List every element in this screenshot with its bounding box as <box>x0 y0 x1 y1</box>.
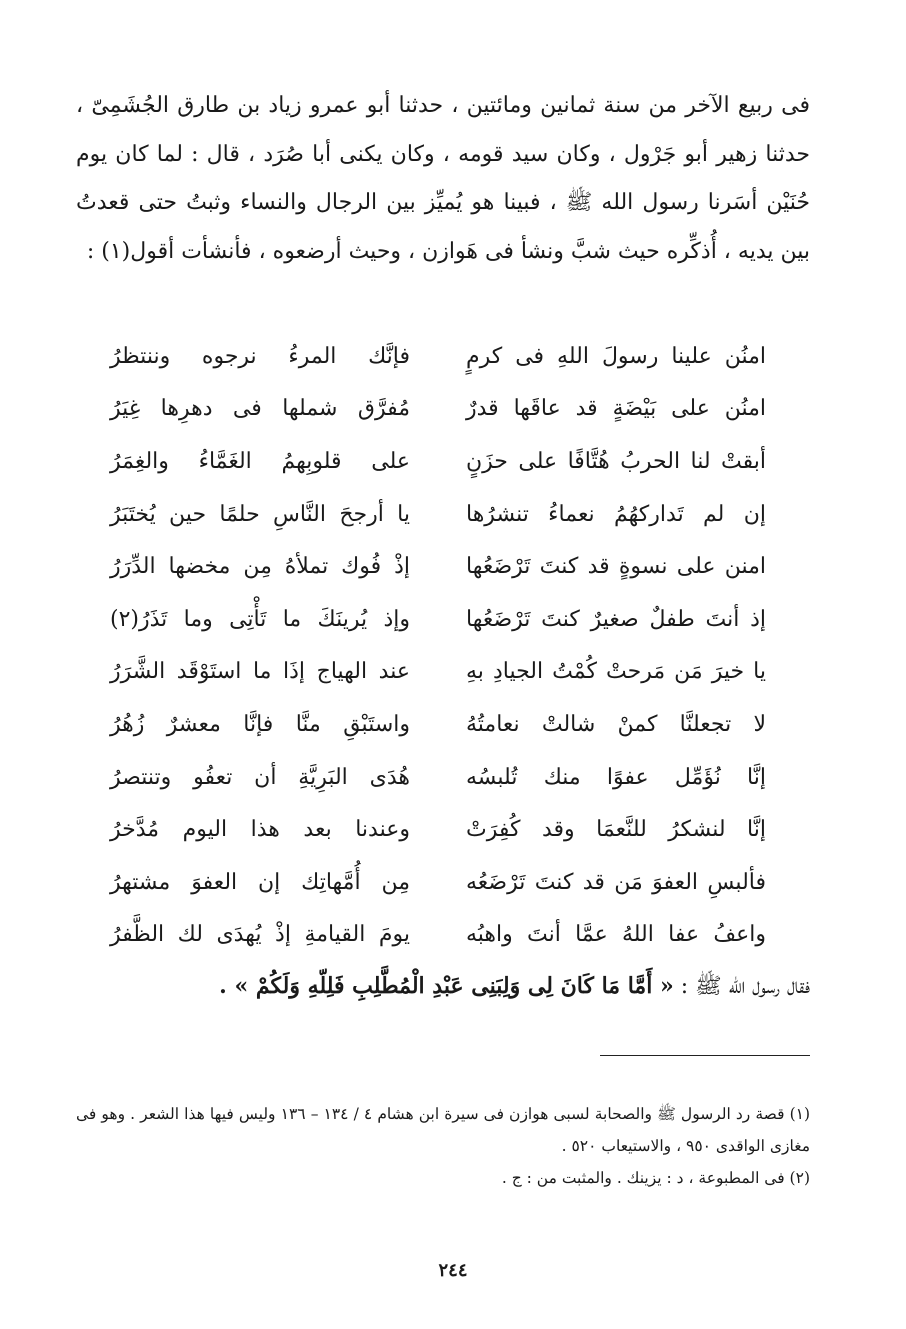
poem <box>110 330 766 961</box>
poem-verse <box>110 803 766 856</box>
verse-first-hemistich: أبقتْ لنا الحربُ هُتَّافًا على حزَنٍ <box>466 448 766 474</box>
verse-second-hemistich: وعندنا بعد هذا اليوم مُدَّخرُ <box>110 817 410 843</box>
verse-first-hemistich: إنَّا لنشكرُ للنَّعمَا وقد كُفِرَتْ <box>466 817 766 843</box>
verse-second-hemistich: مِن أُمَّهاتِك إن العفوَ مشتهرُ <box>110 869 410 895</box>
verse-second-hemistich: وإذ يُرينَكَ ما تَأْتِى وما تَذَرُ(٢) <box>110 606 410 632</box>
verse-first-hemistich: امنُن على بَيْضَةٍ قد عاقَها قدرٌ <box>466 396 766 422</box>
page-number: ٢٤٤ <box>438 1260 468 1281</box>
prose-text: فى ربيع الآخر من سنة ثمانين ومائتين ، حدثنا أبو عمرو زياد بن طارق الجُشَمِىّ ، حدثنا زهير أبو جَرْول ، وكان سيد قومه ، وكان يكنى أبا صُرَد ، قال : لما كان يوم حُنَيْن أسَرنا رسول الله ﷺ ، فبينا هو يُميِّز بين الرجال والنساء وثبتُ حتى قعدتُ بين يديه ، أُذكِّره حيث شبَّ ونشأ فى هَوازن ، وحيث أرضعوه ، فأنشأت أقول(١) : <box>76 93 810 264</box>
verse-second-hemistich: على قلوبِهمُ الغَمَّاءُ والغِمَرُ <box>110 448 410 474</box>
poem-verse <box>110 698 766 751</box>
closing-lead: فقال رسول الله ﷺ : <box>680 974 810 999</box>
prophet-quote: « أَمَّا مَا كَانَ لِى وَلِبَنِى عَبْدِ الْمُطَّلِبِ فَلِلّهِ وَلَكُمْ » . <box>219 973 674 999</box>
poem-verse <box>110 540 766 593</box>
footnote-1: (١) قصة رد الرسول ﷺ والصحابة لسبى هوازن فى سيرة ابن هشام ٤ / ١٣٤ – ١٣٦ وليس فيها هذا الشعر . وهو فى مغازى الواقدى ٩٥٠ ، والاستيعاب ٥٢٠ . <box>76 1105 811 1155</box>
verse-first-hemistich: فألبسِ العفوَ مَن قد كنتَ تَرْضَعُه <box>466 869 766 895</box>
verse-second-hemistich: عند الهياج إذَا ما استَوْقَد الشَّرَرُ <box>110 659 410 685</box>
verse-first-hemistich: امنُن علينا رسولَ اللهِ فى كرمٍ <box>466 343 766 369</box>
verse-first-hemistich: يا خيرَ مَن مَرحتْ كُمْتُ الجيادِ بهِ <box>466 659 766 685</box>
verse-first-hemistich: إن لم تَداركهُمُ نعماءُ تنشرُها <box>466 501 766 527</box>
poem-verse <box>110 593 766 646</box>
footnotes <box>76 1098 810 1194</box>
poem-verse <box>110 856 766 909</box>
verse-second-hemistich: فإنَّك المرءُ نرجوه وننتظرُ <box>110 343 410 369</box>
footnote-2: (٢) فى المطبوعة ، د : يزينك . والمثبت من : ج . <box>501 1169 810 1187</box>
verse-first-hemistich: إنَّا نُؤَمِّل عفوًا منك تُلبسُه <box>466 764 766 790</box>
verse-second-hemistich: يومَ القيامةِ إذْ يُهدَى لك الظَّفرُ <box>110 922 410 948</box>
poem-verse <box>110 646 766 699</box>
verse-first-hemistich: واعفُ عفا اللهُ عمَّا أنتَ واهبُه <box>466 922 766 948</box>
verse-second-hemistich: يا أرجحَ النَّاسِ حلمًا حين يُختَبَرُ <box>110 501 410 527</box>
verse-second-hemistich: هُدَى البَرِيَّةِ أن تعفُو وتنتصرُ <box>110 764 410 790</box>
verse-first-hemistich: لا تجعلنَّا كمنْ شالتْ نعامتُهُ <box>466 711 766 737</box>
poem-verse <box>110 330 766 383</box>
poem-verse <box>110 383 766 436</box>
poem-verse <box>110 435 766 488</box>
poem-verse <box>110 909 766 962</box>
verse-first-hemistich: امنن على نسوةٍ قد كنتَ تَرْضَعُها <box>466 554 766 580</box>
poem-verse <box>110 488 766 541</box>
prose-paragraph <box>76 82 810 276</box>
verse-first-hemistich: إذ أنتَ طفلٌ صغيرٌ كنتَ تَرْضَعُها <box>466 606 766 632</box>
footnote-divider <box>600 1055 810 1056</box>
closing-line <box>76 966 810 1007</box>
poem-verse <box>110 751 766 804</box>
verse-second-hemistich: واستَبْقِ منَّا فإنَّا معشرٌ زُهُرُ <box>110 711 410 737</box>
verse-second-hemistich: مُفرَّق شملها فى دهرِها غِيَرُ <box>110 396 410 422</box>
verse-second-hemistich: إذْ فُوك تملأهُ مِن مخضها الدِّرَرُ <box>110 554 410 580</box>
